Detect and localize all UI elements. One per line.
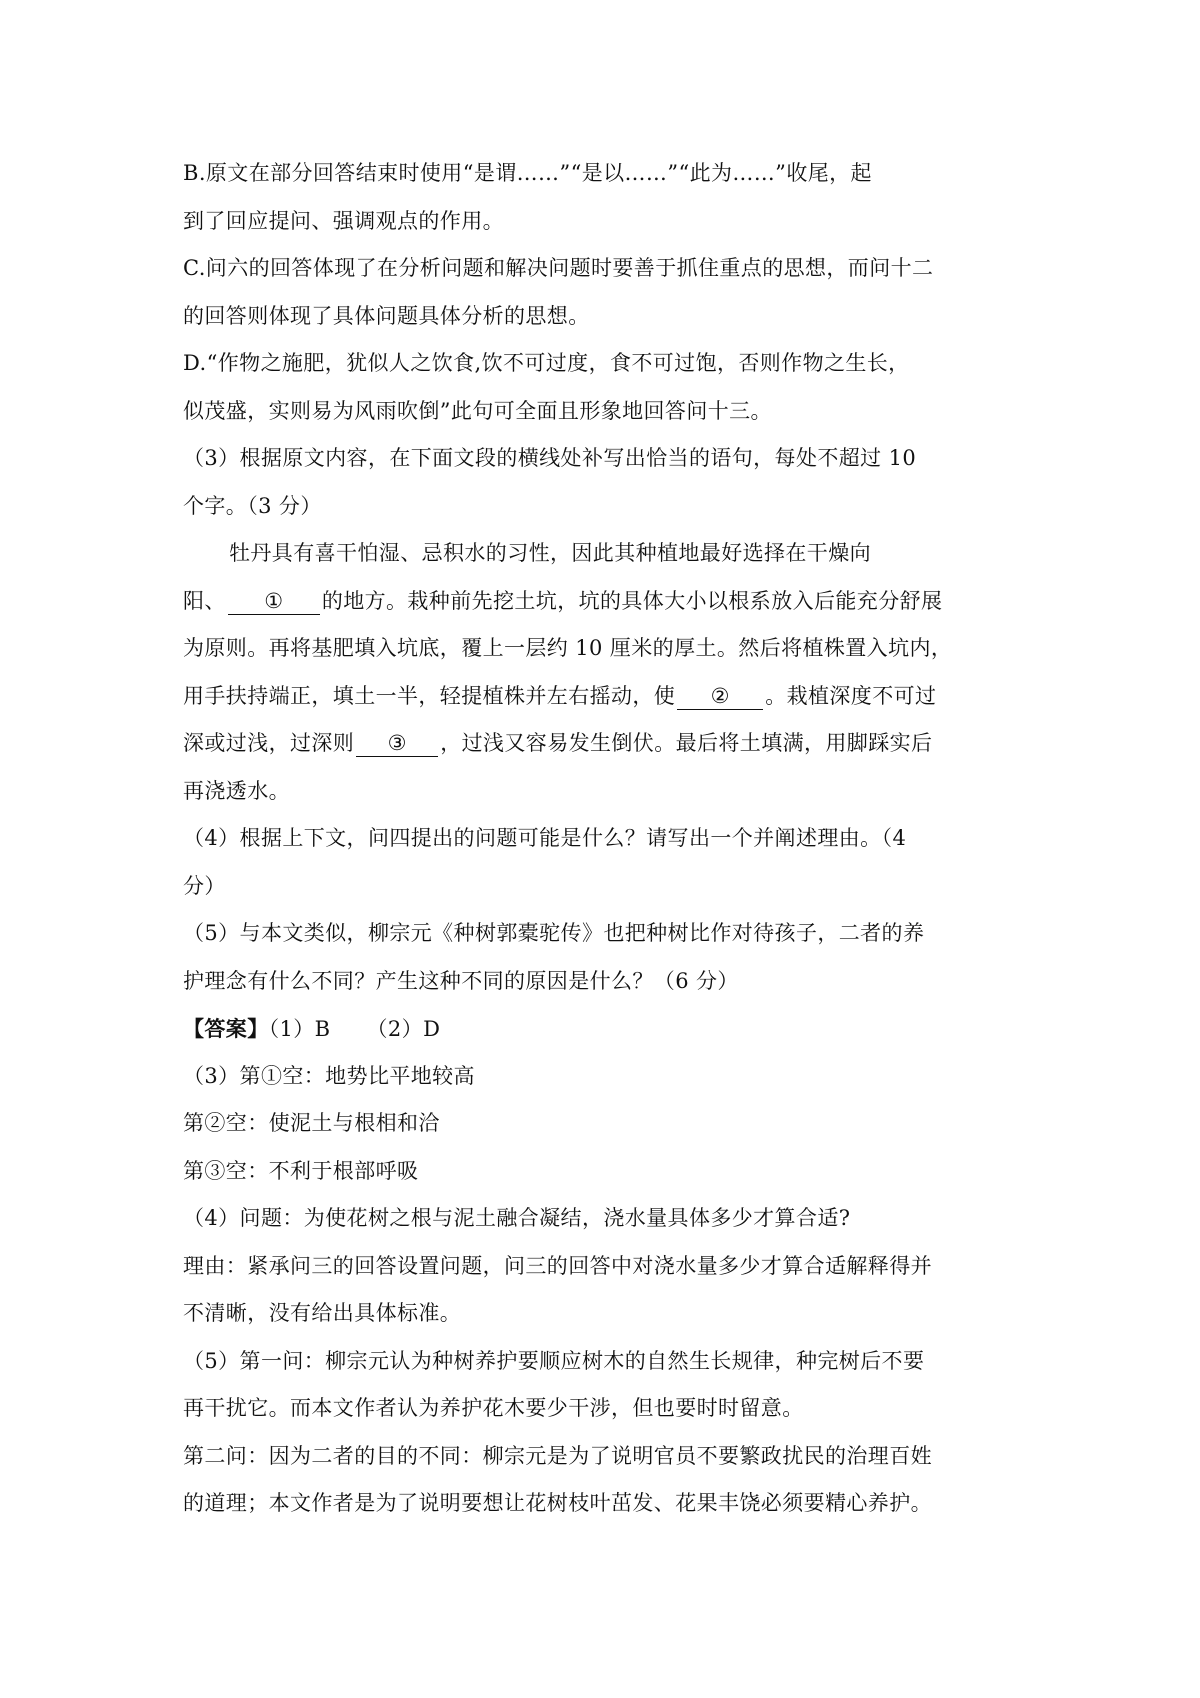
question-3-line-2: 个字。（3 分） (183, 493, 322, 518)
passage-text: 。栽植深度不可过 (765, 683, 937, 708)
option-c-line-2: 的回答则体现了具体问题具体分析的思想。 (183, 303, 590, 328)
passage-line-3: 为原则。再将基肥填入坑底，覆上一层约 10 厘米的厚土。然后将植株置入坑内， (183, 636, 953, 660)
option-c-line-1: C.问六的回答体现了在分析问题和解决问题时要善于抓住重点的思想，而问十二 (183, 256, 934, 280)
question-5-line-2: 护理念有什么不同？产生这种不同的原因是什么？（6 分） (183, 968, 739, 993)
answer-3-line-3: 第③空：不利于根部呼吸 (183, 1158, 419, 1183)
passage-text: 阳、 (183, 588, 226, 613)
answer-5-line-1: （5）第一问：柳宗元认为种树养护要顺应树木的自然生长规律，种完树后不要 (183, 1348, 925, 1373)
answer-4-line-2: 理由：紧承问三的回答设置问题，问三的回答中对浇水量多少才算合适解释得并 (183, 1253, 932, 1278)
answer-1: （1）B (268, 1017, 331, 1041)
passage-text: 的地方。栽种前先挖土坑，坑的具体大小以根系放入后能充分舒展 (321, 588, 943, 613)
answer-2: （2）D (366, 1017, 441, 1041)
passage-text: ，过浅又容易发生倒伏。最后将土填满，用脚踩实后 (440, 731, 933, 755)
question-3-line-1: （3）根据原文内容，在下面文段的横线处补写出恰当的语句，每处不超过 10 (183, 446, 917, 470)
blank-3: ③ (356, 730, 438, 757)
answer-header-line (183, 1005, 1023, 1053)
blank-2: ② (677, 683, 763, 710)
passage-text: 深或过浅，过深则 (183, 731, 355, 755)
blank-1: ① (228, 588, 320, 615)
option-b-line-1: B.原文在部分回答结束时使用“是谓……”“是以……”“此为……”收尾，起 (183, 161, 872, 185)
answer-5-line-3: 第二问：因为二者的目的不同：柳宗元是为了说明官员不要繁政扰民的治理百姓 (183, 1443, 932, 1468)
question-4-line-1: （4）根据上下文，问四提出的问题可能是什么？请写出一个并阐述理由。（4 (183, 826, 907, 850)
answer-3-line-2: 第②空：使泥土与根相和洽 (183, 1111, 440, 1135)
passage-text: 用手扶持端正，填土一半，轻提植株并左右摇动，使 (183, 683, 676, 708)
option-b-line-2: 到了回应提问、强调观点的作用。 (183, 208, 504, 233)
document-body (183, 150, 1023, 1528)
question-4-line-2: 分） (183, 873, 226, 898)
answer-5-line-4: 的道理；本文作者是为了说明要想让花树枝叶茁发、花果丰饶必须要精心养护。 (183, 1491, 932, 1515)
passage-line-4 (183, 673, 1023, 721)
answer-4-line-1: （4）问题：为使花树之根与泥土融合凝结，浇水量具体多少才算合适? (183, 1206, 851, 1230)
option-d-line-1: D.“作物之施肥，犹似人之饮食,饮不可过度，食不可过饱，否则作物之生长， (183, 351, 910, 375)
passage-line-6: 再浇透水。 (183, 778, 290, 803)
answer-4-line-3: 不清晰，没有给出具体标准。 (183, 1301, 462, 1325)
answer-label: 【答案】 (183, 1016, 269, 1041)
question-5-line-1: （5）与本文类似，柳宗元《种树郭橐驼传》也把种树比作对待孩子，二者的养 (183, 921, 925, 945)
answer-5-line-2: 再干扰它。而本文作者认为养护花木要少干涉，但也要时时留意。 (183, 1396, 804, 1420)
passage-line-2 (183, 578, 1023, 626)
answer-3-line-1: （3）第①空：地势比平地较高 (183, 1063, 475, 1088)
option-d-line-2: 似茂盛，实则易为风雨吹倒”此句可全面且形象地回答问十三。 (183, 398, 772, 423)
passage-line-5 (183, 720, 1023, 768)
passage-line-1: 牡丹具有喜干怕湿、忌积水的习性，因此其种植地最好选择在干燥向 (229, 541, 871, 565)
